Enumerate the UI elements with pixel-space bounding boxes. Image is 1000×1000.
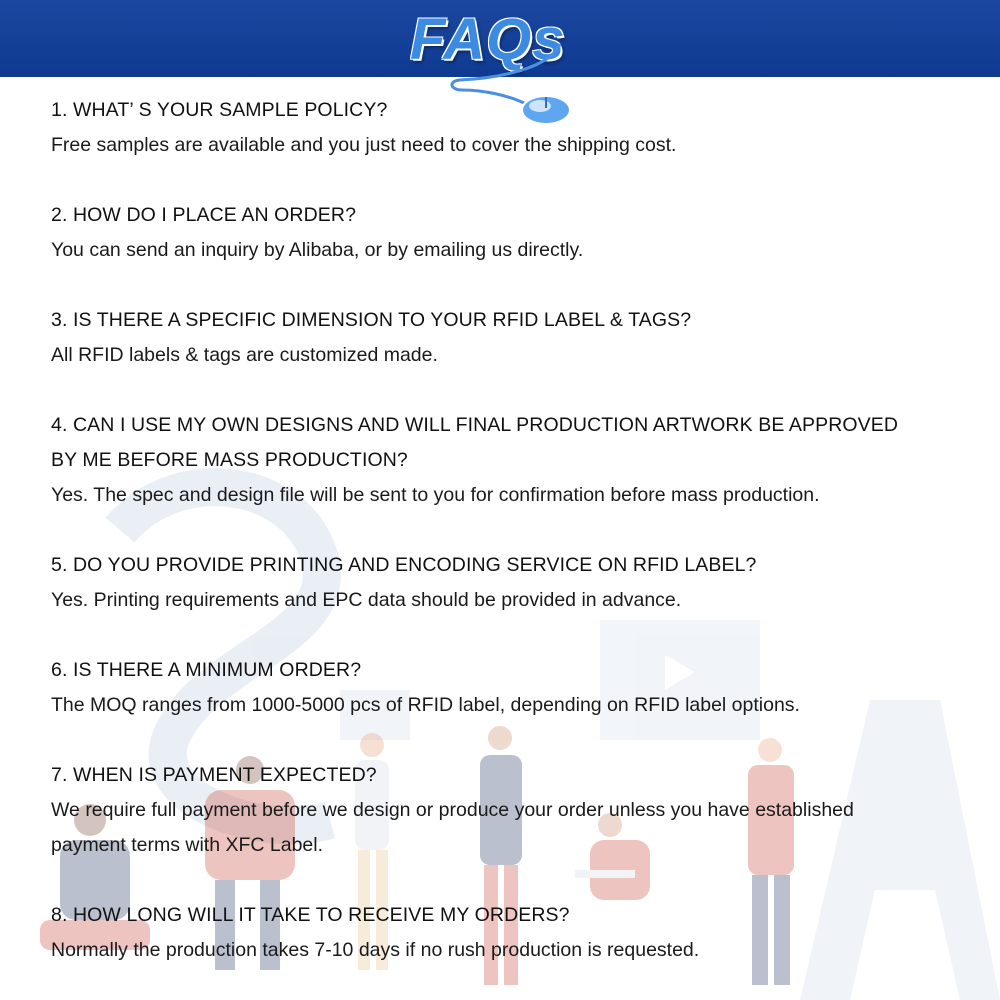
faq-question-3: 3. IS THERE A SPECIFIC DIMENSION TO YOUR RFID LABEL & TAGS? — [51, 309, 692, 331]
faq-answer-4: Yes. The spec and design file will be sent to you for confirmation before mass production. — [51, 484, 820, 506]
faq-question-1: 1. WHAT’ S YOUR SAMPLE POLICY? — [51, 99, 388, 121]
faq-answer-7: We require full payment before we design or produce your order unless you have established payment terms with XFC Label. — [51, 799, 854, 856]
faq-answer-5: Yes. Printing requirements and EPC data should be provided in advance. — [51, 589, 682, 611]
faq-question-4: 4. CAN I USE MY OWN DESIGNS AND WILL FINAL PRODUCTION ARTWORK BE APPROVED BY ME BEFORE MASS PRODUCTION? — [51, 414, 899, 471]
faq-answer-3: All RFID labels & tags are customized made. — [51, 344, 438, 366]
faq-question-7: 7. WHEN IS PAYMENT EXPECTED? — [51, 764, 377, 786]
faq-answer-1: Free samples are available and you just need to cover the shipping cost. — [51, 134, 677, 156]
faq-question-8: 8. HOW LONG WILL IT TAKE TO RECEIVE MY ORDERS? — [51, 904, 570, 926]
computer-mouse-icon — [440, 38, 580, 128]
faq-question-5: 5. DO YOU PROVIDE PRINTING AND ENCODING SERVICE ON RFID LABEL? — [51, 554, 757, 576]
faq-question-2: 2. HOW DO I PLACE AN ORDER? — [51, 204, 357, 226]
faq-answer-8: Normally the production takes 7-10 days if no rush production is requested. — [51, 939, 700, 961]
faq-answer-6: The MOQ ranges from 1000-5000 pcs of RFID label, depending on RFID label options. — [51, 694, 800, 716]
faqs-title: FAQs — [410, 7, 566, 72]
faq-answer-2: You can send an inquiry by Alibaba, or by emailing us directly. — [51, 239, 584, 261]
faq-question-6: 6. IS THERE A MINIMUM ORDER? — [51, 659, 362, 681]
